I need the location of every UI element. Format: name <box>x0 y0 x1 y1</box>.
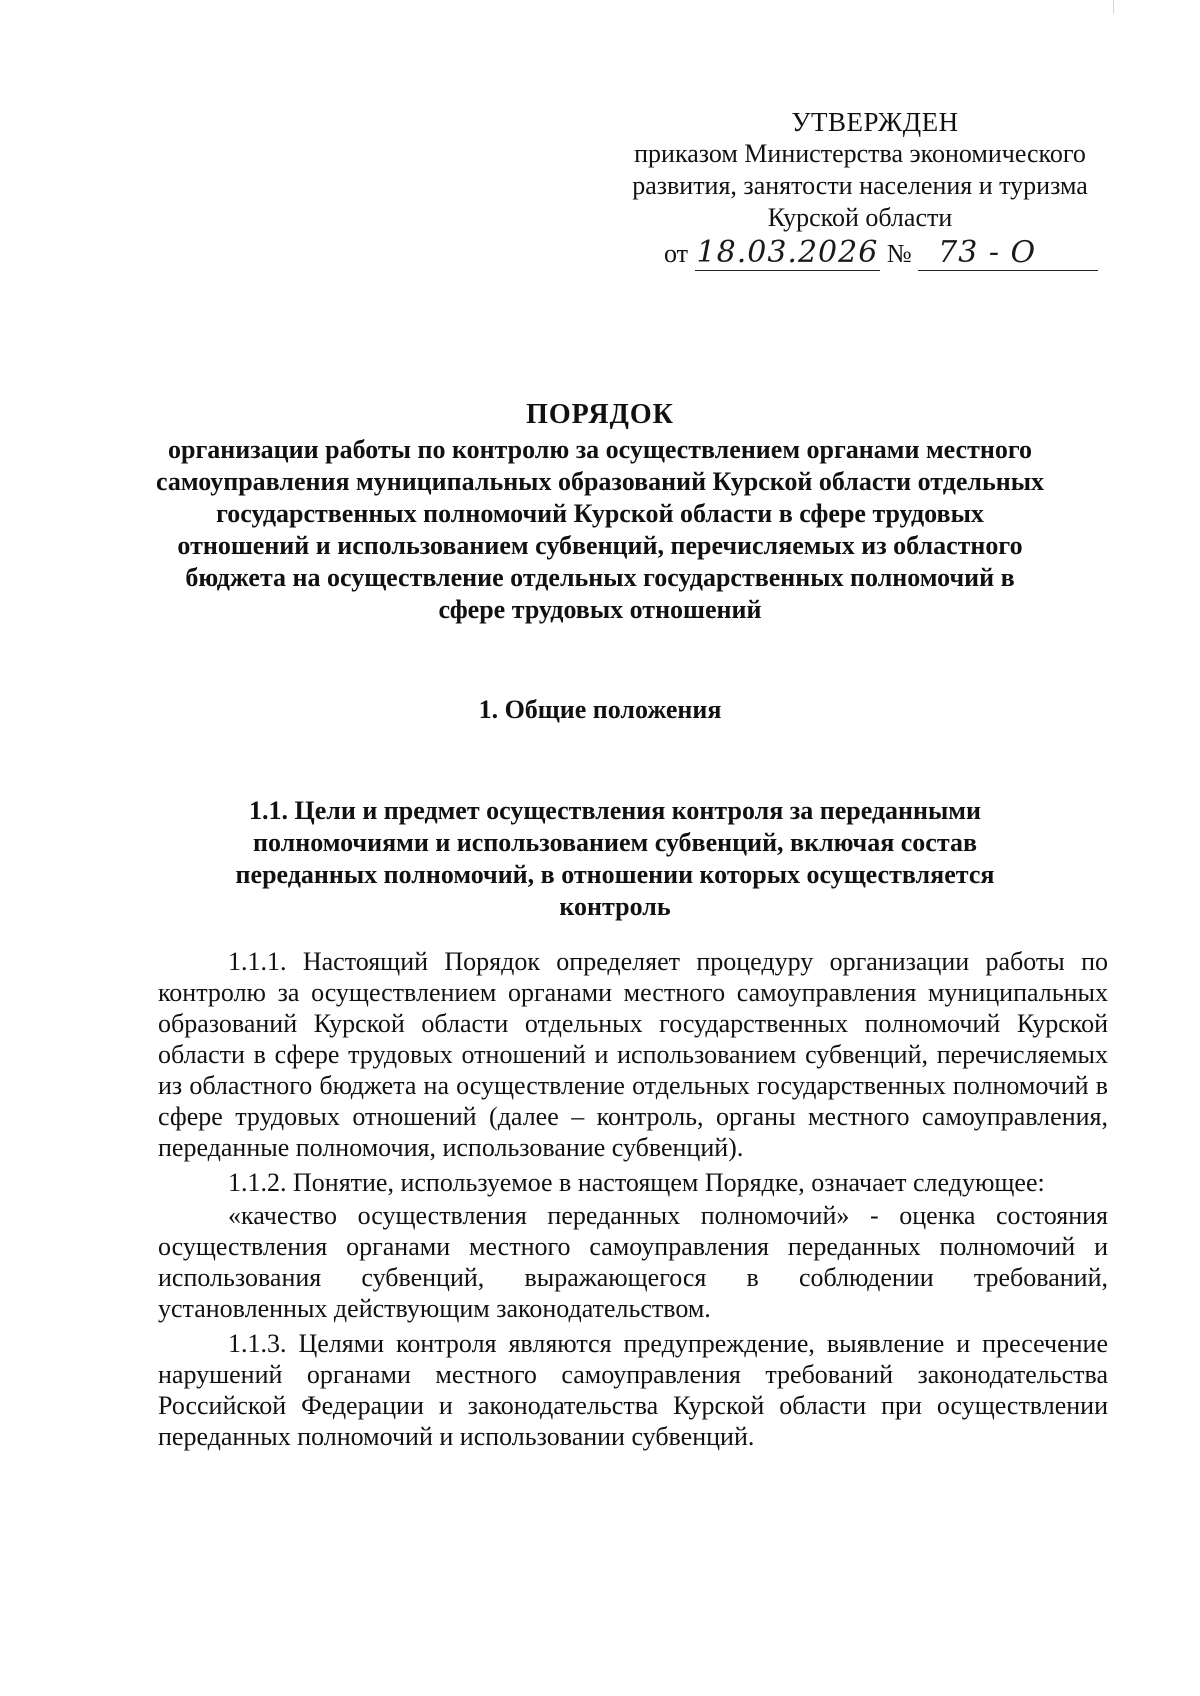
paragraph-1-1-2: 1.1.2. Понятие, используемое в настоящем Порядке, означает следующее: <box>228 1168 1045 1197</box>
approval-line-1: приказом Министерства экономического <box>634 139 1086 168</box>
approval-line-3: Курской области <box>767 203 953 232</box>
document-title-block <box>150 398 1050 626</box>
date-prefix: от <box>664 239 689 268</box>
paragraph-1-1-1: 1.1.1. Настоящий Порядок определяет процедуру организации работы по контролю за осуществлением органами местного самоуправления муниципальных образований Курской области отдельных государственных полномочий Курской области в сфере трудовых отношений и использованием субвенций, перечисляемых из областного бюджета на осуществление отдельных государственных полномочий в сфере трудовых отношений (далее – контроль, органы местного самоуправления, переданные полномочия, использование субвенций). <box>158 947 1108 1162</box>
paragraph-definition: «качество осуществления переданных полномочий» - оценка состояния осуществления органами местного самоуправления переданных полномочий и использования субвенций, выражающегося в соблюдении требований, установленных действующим законодательством. <box>158 1201 1108 1323</box>
subsection-heading: 1.1. Цели и предмет осуществления контроля за переданными полномочиями и использованием субвенций, включая состав переданных полномочий, в отношении которых осуществляется контроль <box>235 796 995 921</box>
document-title: ПОРЯДОК <box>526 399 674 430</box>
number-prefix: № <box>886 239 912 268</box>
paragraph-1-1-3: 1.1.3. Целями контроля являются предупреждение, выявление и пресечение нарушений органами местного самоуправления требований законодательства Российской Федерации и законодательства Курской области при осуществлении переданных полномочий и использовании субвенций. <box>158 1329 1108 1451</box>
scan-edge-mark <box>1035 0 1114 14</box>
order-date-number-line <box>664 235 1064 275</box>
order-date-handwritten: 18.03.2026 <box>696 235 879 270</box>
document-body <box>158 946 1108 1452</box>
section-heading: 1. Общие положения <box>478 695 722 724</box>
order-number-handwritten: 73 - О <box>918 235 1098 271</box>
approval-stamp-block <box>600 106 1120 234</box>
document-subtitle: организации работы по контролю за осуществлением органами местного самоуправления муниципальных образований Курской области отдельных государственных полномочий Курской области в сфере трудовых отношений и использованием субвенций, перечисляемых из областного бюджета на осуществление отдельных государственных полномочий в сфере трудовых отношений <box>155 435 1045 624</box>
approval-line-2: развития, занятости населения и туризма <box>632 171 1088 200</box>
approval-heading: УТВЕРЖДЕН <box>791 107 959 137</box>
